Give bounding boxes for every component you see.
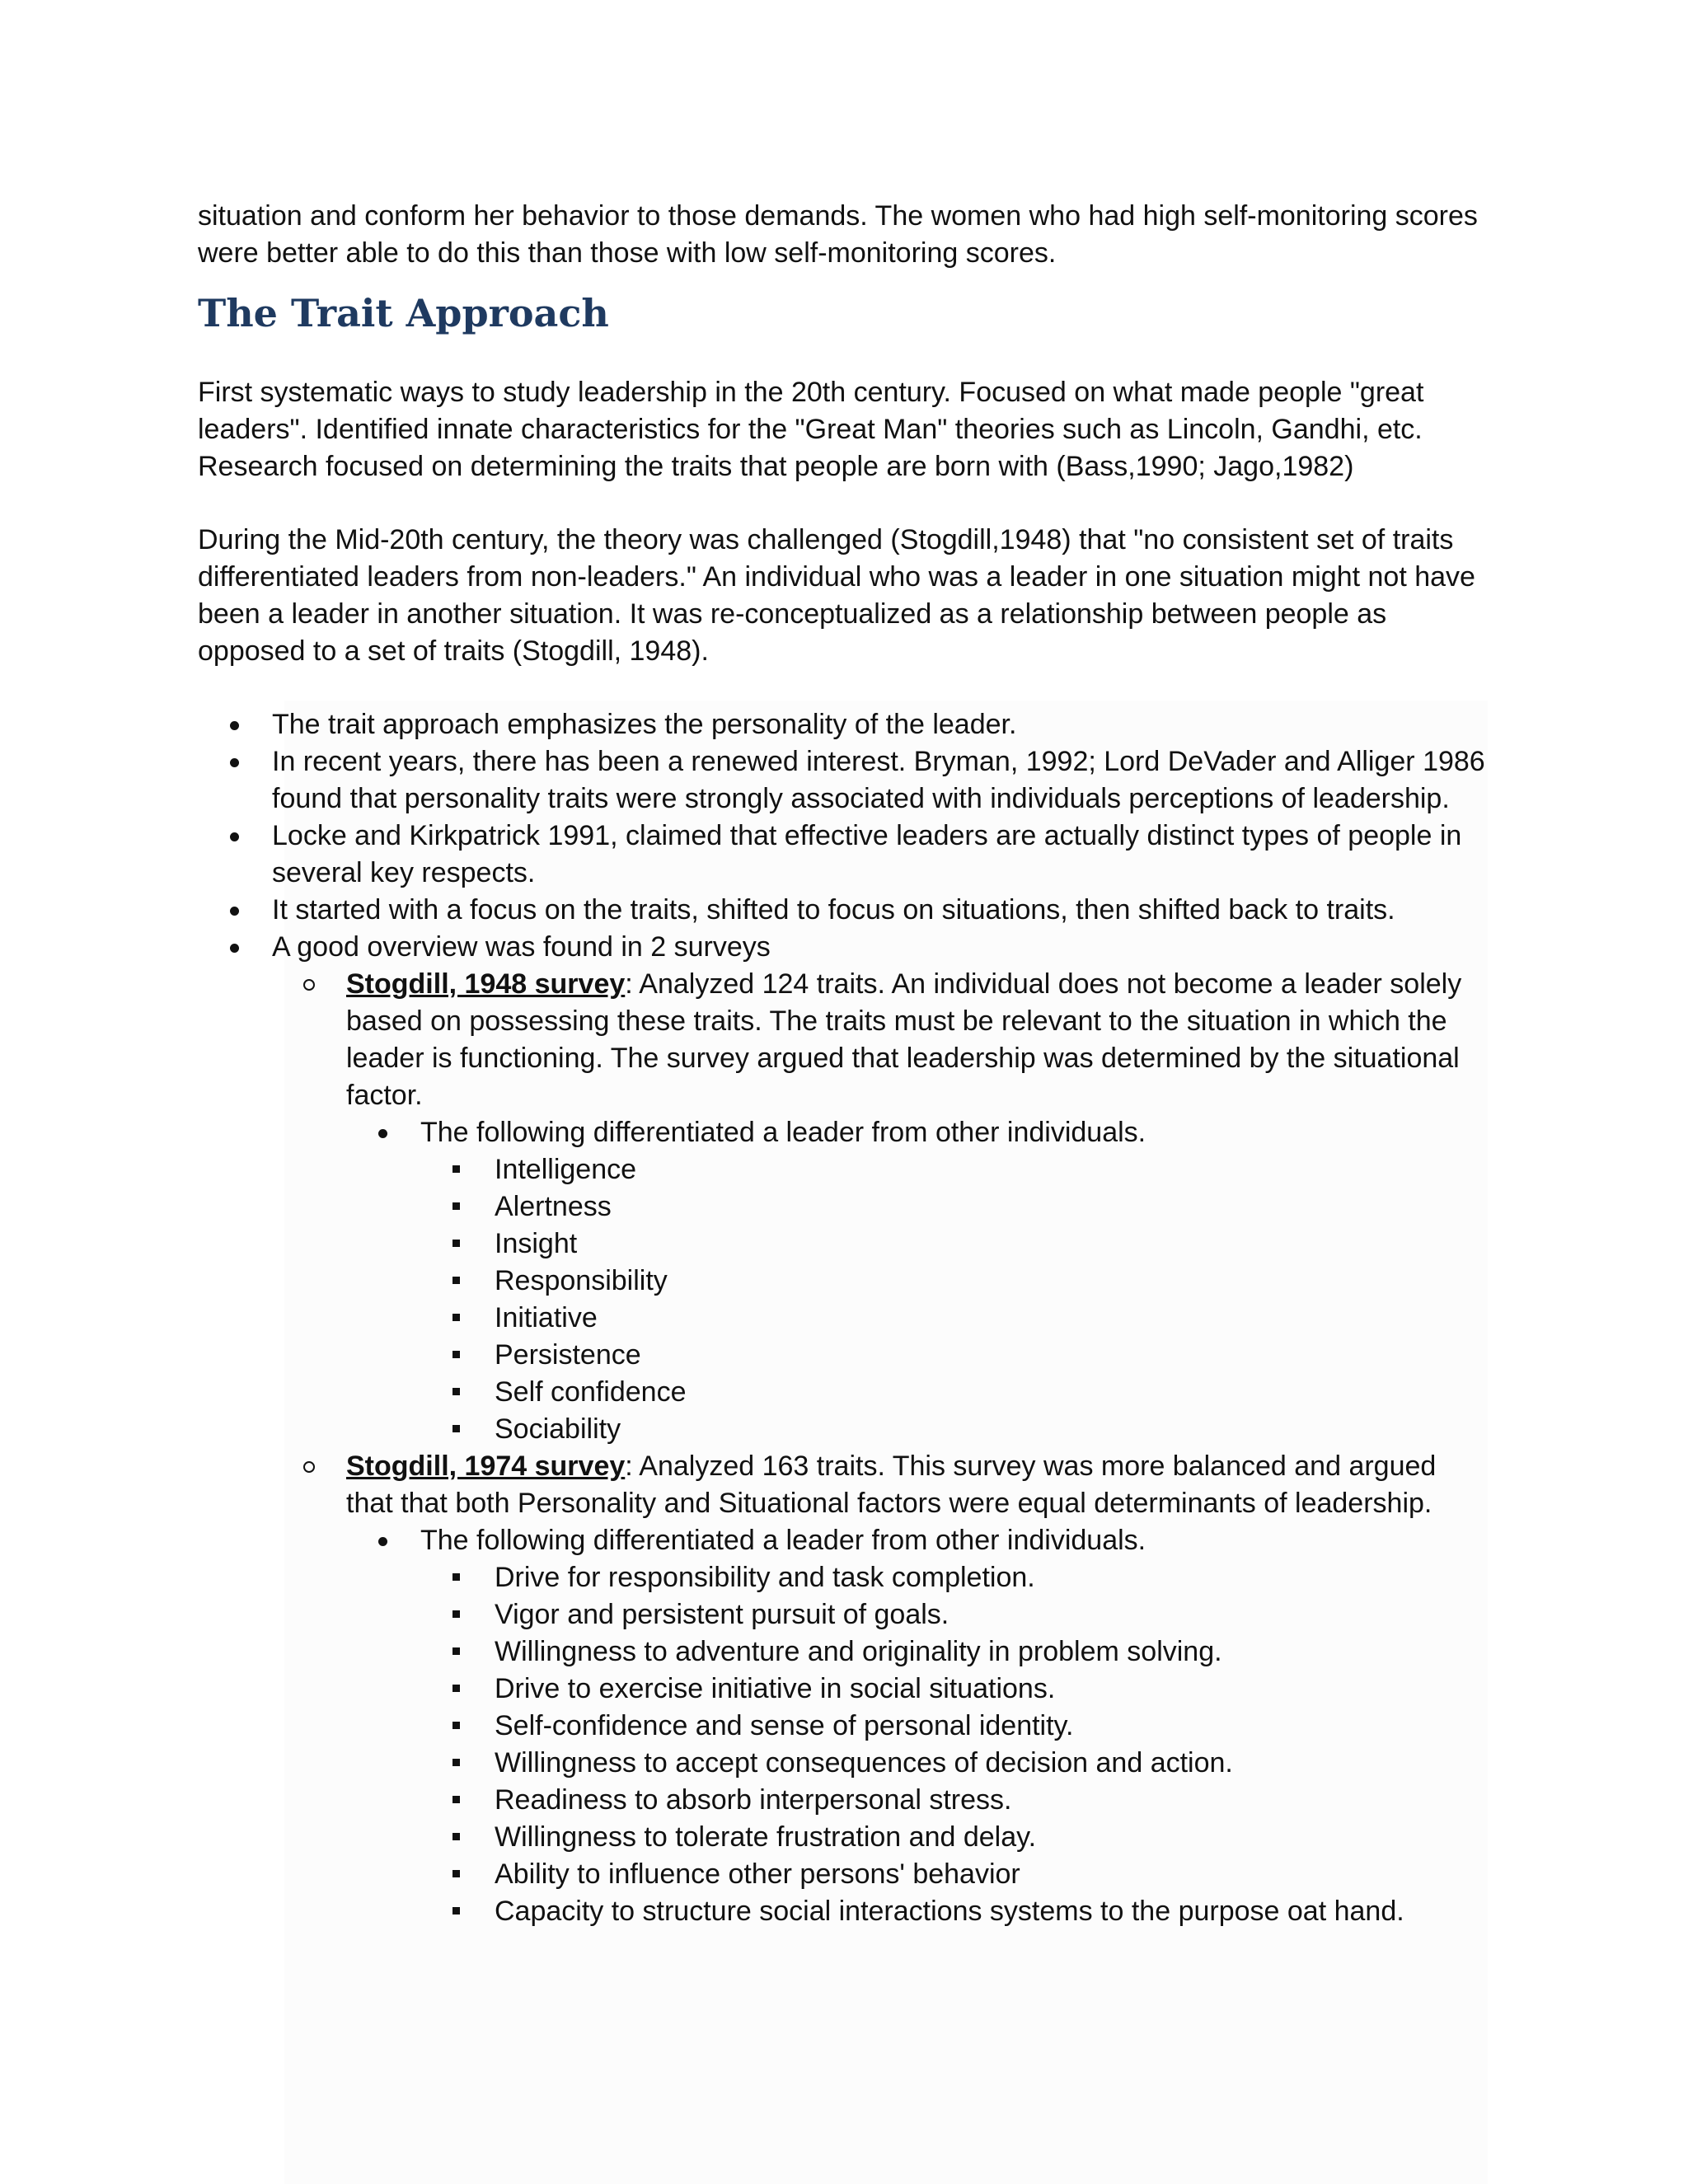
paragraph-2: During the Mid-20th century, the theory was challenged (Stogdill,1948) that "no consistent set of traits differentiated leaders from non-leaders." An individual who was a leader in one situation might not have been a leader in another situation. It was re-conceptualized as a relationship between people as opposed to a set of traits (Stogdill, 1948).	[198, 524, 1475, 667]
trait-item: Initiative	[495, 1302, 598, 1333]
trait-item: Readiness to absorb interpersonal stress.	[495, 1784, 1012, 1816]
trait-list	[420, 1151, 1490, 1448]
trait-item: Ability to influence other persons' behavior	[495, 1858, 1020, 1890]
trait-item: Drive to exercise initiative in social situations.	[495, 1673, 1056, 1704]
trait-item: Drive for responsibility and task completion.	[495, 1562, 1035, 1593]
survey-description: : Analyzed 163 traits. This survey was more balanced and argued that that both Personality and Situational factors were equal determinants of leadership.	[346, 1451, 1437, 1519]
document-content	[198, 198, 1490, 1930]
survey-list	[272, 966, 1490, 1930]
trait-item: Sociability	[495, 1413, 621, 1445]
list-item: A good overview was found in 2 surveys Stogdill, 1948 survey: Analyzed 124 traits. An individual does not become a leader solely based on possessing these traits. The traits must be relevant to the situation in which the leader is functioning. The survey argued that leadership was determined by the situational factor. The following differentiated a leader from other individuals. Intelligence Alertness Insight Responsibility Initiative Persistence Self confidence Sociability Stogdill, 1974 survey: Analyzed 163 traits. This survey was more balanced and argued that that both Personality and Situational factors were equal determinants of leadership. The following differentiated a leader from other individuals. Drive for responsibility and task completion. Vigor and persistent pursuit of goals. Willingness to adventure and originality in problem solving. Drive to exercise initiative in social situations. Self-confidence and sense of personal identity. Willingness to accept consequences of decision and action. Readiness to absorb interpersonal stress. Willingness to tolerate frustration and delay. Ability to influence other persons' behavior Capacity to structure social interactions systems to the purpose oat hand.	[198, 929, 1490, 1930]
list-item: In recent years, there has been a renewed interest. Bryman, 1992; Lord DeVader and Alliger 1986 found that personality traits were strongly associated with individuals perceptions of leadership.	[272, 746, 1485, 814]
survey-item-1974	[272, 1448, 1490, 1930]
trait-item: Willingness to accept consequences of decision and action.	[495, 1747, 1233, 1779]
survey-description: : Analyzed 124 traits. An individual does not become a leader solely based on possessing these traits. The traits must be relevant to the situation in which the leader is functioning. The survey argued that leadership was determined by the situational factor.	[346, 968, 1462, 1111]
trait-item: Responsibility	[495, 1265, 668, 1296]
list-item: Locke and Kirkpatrick 1991, claimed that effective leaders are actually distinct types of people in several key respects.	[272, 820, 1462, 888]
trait-item: Willingness to adventure and originality in problem solving.	[495, 1636, 1222, 1667]
trait-item: Insight	[495, 1228, 578, 1259]
trait-list	[420, 1559, 1490, 1930]
trait-item: Intelligence	[495, 1154, 637, 1185]
list-item: The following differentiated a leader from other individuals. Drive for responsibility and task completion. Vigor and persistent pursuit of goals. Willingness to adventure and originality in problem solving. Drive to exercise initiative in social situations. Self-confidence and sense of personal identity. Willingness to accept consequences of decision and action. Readiness to absorb interpersonal stress. Willingness to tolerate frustration and delay. Ability to influence other persons' behavior Capacity to structure social interactions systems to the purpose oat hand.	[346, 1522, 1490, 1930]
intro-paragraph: situation and conform her behavior to those demands. The women who had high self-monitoring scores were better able to do this than those with low self-monitoring scores.	[198, 200, 1478, 269]
bullet-list	[198, 706, 1490, 1930]
survey-item-1948	[272, 966, 1490, 1448]
list-item: The following differentiated a leader from other individuals. Intelligence Alertness Insight Responsibility Initiative Persistence Self confidence Sociability	[346, 1114, 1490, 1448]
trait-item: Alertness	[495, 1191, 612, 1222]
section-heading: The Trait Approach	[198, 291, 609, 335]
trait-item: Vigor and persistent pursuit of goals.	[495, 1599, 950, 1630]
trait-item: Self-confidence and sense of personal identity.	[495, 1710, 1074, 1741]
trait-item: Persistence	[495, 1339, 641, 1371]
survey-sublist	[346, 1114, 1490, 1448]
trait-item: Willingness to tolerate frustration and delay.	[495, 1821, 1037, 1853]
survey-name: Stogdill, 1948 survey	[346, 968, 626, 1000]
survey-name: Stogdill, 1974 survey	[346, 1451, 626, 1482]
trait-item: Capacity to structure social interactions systems to the purpose oat hand.	[495, 1896, 1404, 1927]
survey-sublist	[346, 1522, 1490, 1930]
trait-item: Self confidence	[495, 1376, 687, 1408]
list-item: The trait approach emphasizes the personality of the leader.	[272, 709, 1017, 740]
paragraph-1: First systematic ways to study leadership in the 20th century. Focused on what made people "great leaders". Identified innate characteristics for the "Great Man" theories such as Lincoln, Gandhi, etc. Research focused on determining the traits that people are born with (Bass,1990; Jago,1982)	[198, 377, 1424, 482]
list-item: It started with a focus on the traits, shifted to focus on situations, then shifted back to traits.	[272, 894, 1395, 926]
